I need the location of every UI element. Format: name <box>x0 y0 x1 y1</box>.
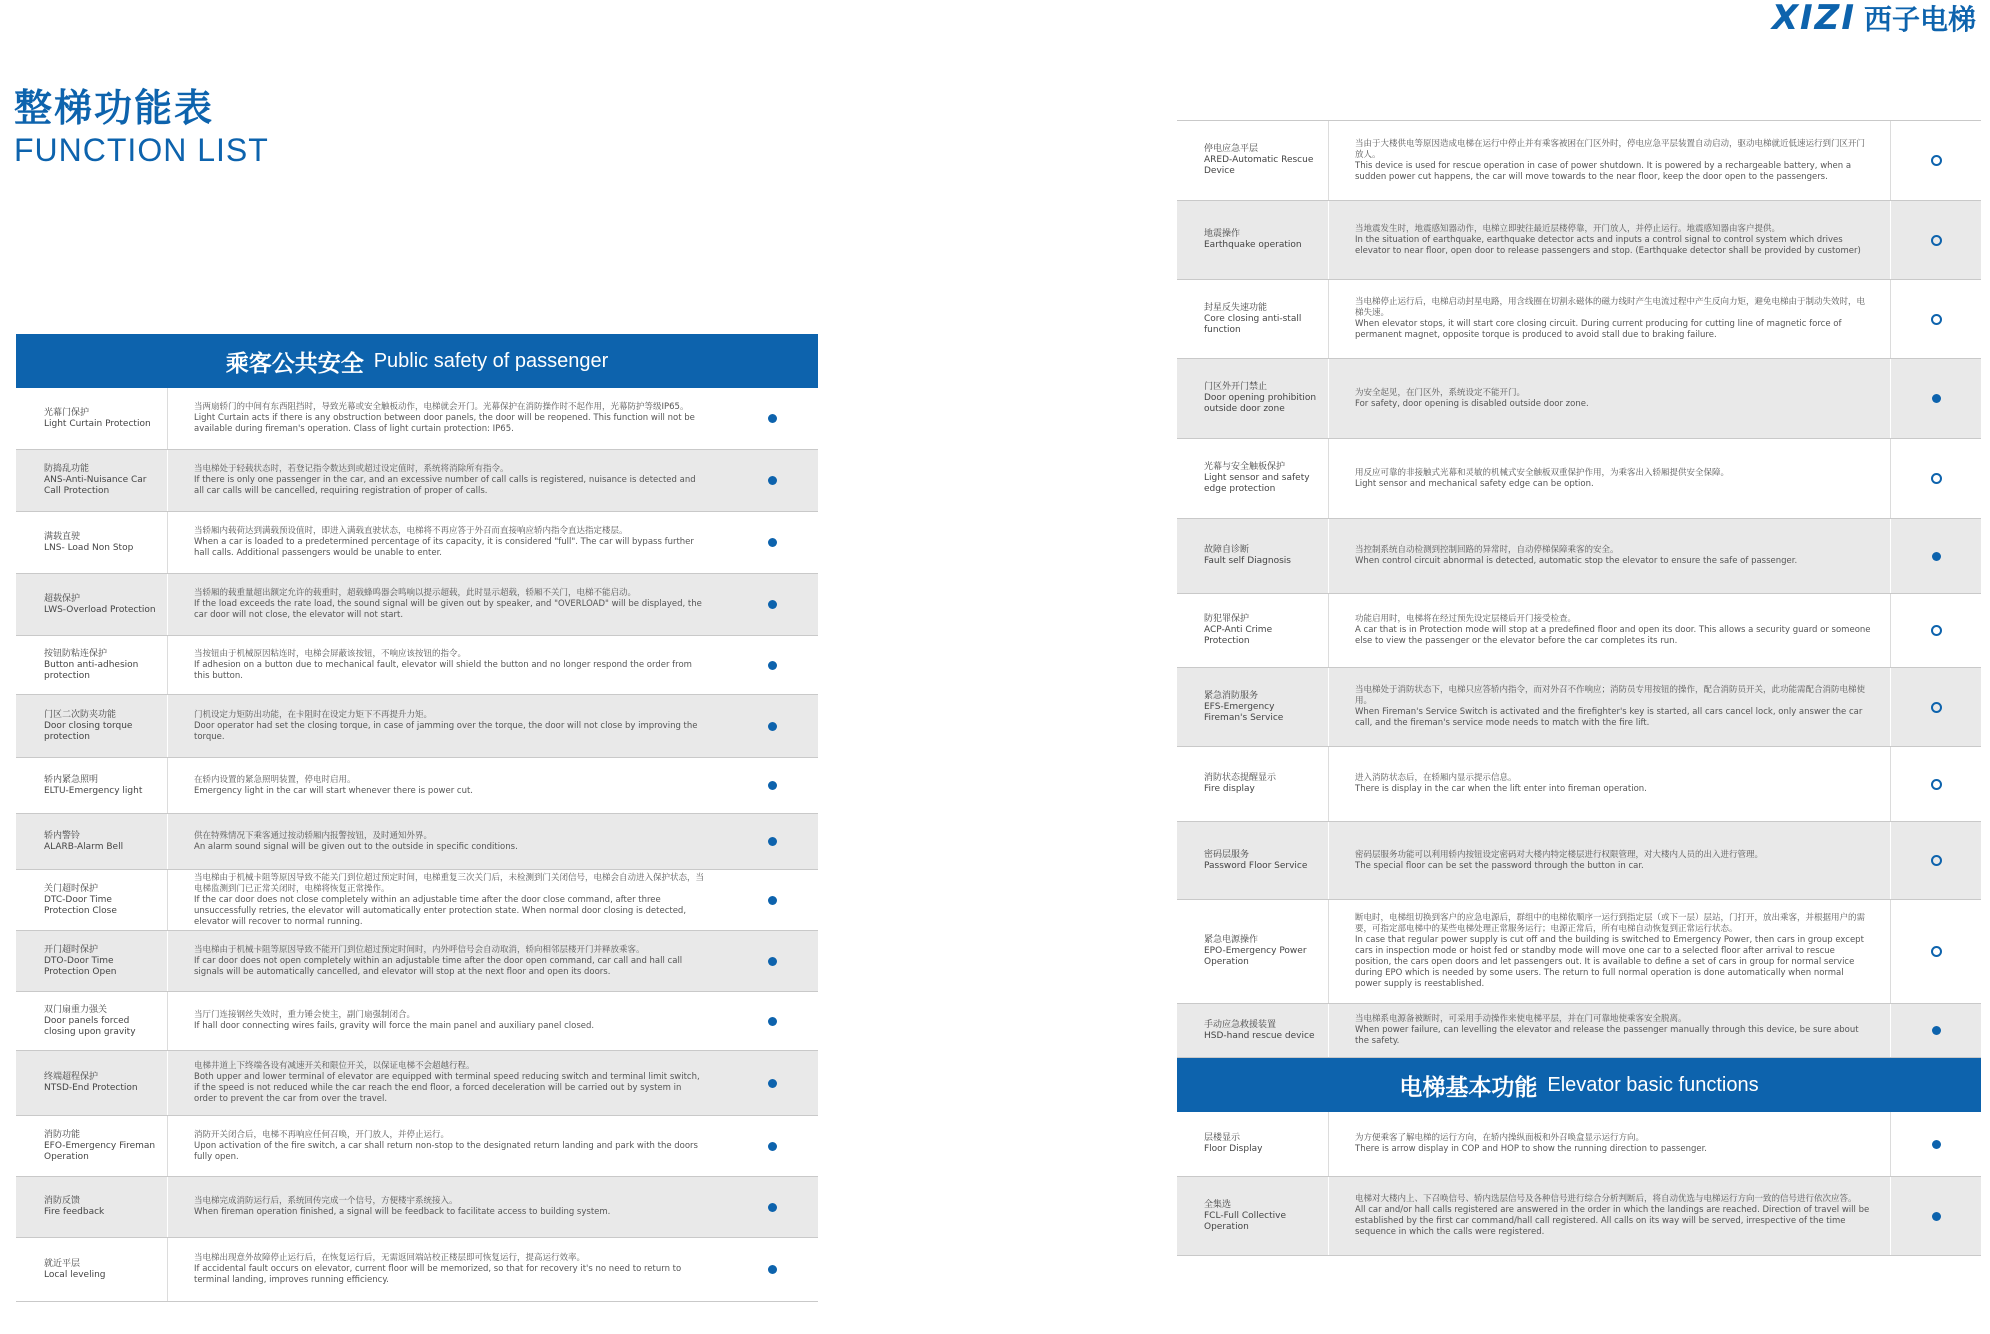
function-row <box>16 574 818 636</box>
right-column <box>1177 120 1981 1256</box>
description-cn: 当电梯处于消防状态下，电梯只应答轿内指令，而对外召不作响应；消防员专用按钮的操作，配合消防员开关，此功能需配合消防电梯使用。 <box>1355 685 1866 706</box>
function-name <box>16 1238 168 1301</box>
function-description <box>1329 121 1890 200</box>
description-en: A car that is in Protection mode will stop at a predefined floor and open its door. This allows a security guard or someone else to view the passenger or the elevator before the car completes its run. <box>1355 625 1871 646</box>
function-name-en: Light sensor and safety edge protection <box>1204 473 1310 494</box>
optional-ring-icon <box>1931 314 1942 325</box>
function-name-en: EFO-Emergency Fireman Operation <box>44 1140 156 1162</box>
description-en: When a car is loaded to a predetermined percentage of its capacity, it is considered "full". The car will bypass further hall calls. Additional passengers would be unable to enter. <box>194 537 694 558</box>
standard-dot-icon <box>768 476 777 485</box>
description-cn: 当轿厢的载重量超出额定允许的载重时，超载蜂鸣器会鸣响以提示超载，此时显示超载，轿厢不关门，电梯不能启动。 <box>194 588 637 598</box>
function-row <box>1177 822 1981 900</box>
function-row <box>16 870 818 931</box>
function-name-cn: 紧急消防服务 <box>1204 690 1259 701</box>
function-name-en: HSD-hand rescue device <box>1204 1030 1315 1041</box>
description-cn: 当电梯出现意外故障停止运行后，在恢复运行后，无需返回端站校正楼层即可恢复运行，提高运行效率。 <box>194 1253 586 1263</box>
section-title-cn: 乘客公共安全 <box>225 350 364 377</box>
function-row <box>1177 900 1981 1004</box>
function-description <box>1329 1112 1890 1176</box>
function-description <box>168 870 726 930</box>
function-name-cn: 就近平层 <box>44 1258 81 1269</box>
function-name <box>16 450 168 511</box>
function-name-cn: 终端超程保护 <box>44 1072 99 1082</box>
description-en: There is display in the car when the lift enter into fireman operation. <box>1355 784 1647 794</box>
standard-dot-icon <box>768 896 777 905</box>
standard-mark <box>1890 747 1981 821</box>
standard-dot-icon <box>768 957 777 966</box>
function-name <box>1177 1112 1329 1176</box>
function-row <box>16 695 818 758</box>
function-name-cn: 双门扇重力强关 <box>44 1004 108 1015</box>
section-header-basic-functions <box>1177 1058 1981 1112</box>
function-name-cn: 轿内警铃 <box>44 830 81 841</box>
function-description <box>1329 822 1890 899</box>
function-name <box>16 1116 168 1176</box>
function-name-cn: 密码层服务 <box>1204 849 1250 860</box>
description-en: Door operator had set the closing torque, in case of jamming over the torque, the door will not close by improving the torque. <box>194 720 698 742</box>
function-row <box>1177 121 1981 201</box>
optional-ring-icon <box>1931 625 1942 636</box>
function-name-cn: 开门超时保护 <box>44 944 99 955</box>
function-row <box>16 1238 818 1302</box>
function-description <box>168 1051 726 1115</box>
function-name-cn: 超载保护 <box>44 593 81 604</box>
description-en: Both upper and lower terminal of elevator are equipped with terminal speed reducing switch and terminal limit switch, if the speed is not reduced while the car reach the end floor, a forced deceleration will be carried out by system in order to prevent the car from over the travel. <box>194 1072 700 1104</box>
standard-dot-icon <box>1932 1140 1941 1149</box>
function-name-en: Floor Display <box>1204 1144 1263 1154</box>
description-cn: 消防开关闭合后，电梯不再响应任何召唤，开门放人，并停止运行。 <box>194 1129 450 1140</box>
standard-mark <box>726 388 818 449</box>
title-en: FUNCTION LIST <box>14 132 269 168</box>
description-en: If there is only one passenger in the car, and an excessive number of call calls is registered, nuisance is detected and all car calls will be cancelled, requiring registration of proper of calls. <box>194 475 696 496</box>
description-en: An alarm sound signal will be given out to the outside in specific conditions. <box>194 841 518 852</box>
function-name <box>16 636 168 694</box>
standard-dot-icon <box>1932 1212 1941 1221</box>
function-table-basic <box>1177 1112 1981 1256</box>
standard-dot-icon <box>768 661 777 670</box>
standard-mark <box>726 931 818 991</box>
section-title-en: Elevator basic functions <box>1547 1073 1759 1096</box>
description-en: When power failure, can levelling the elevator and release the passenger manually through this device, be sure about the safety. <box>1355 1025 1859 1046</box>
optional-ring-icon <box>1931 946 1942 957</box>
function-row <box>16 1116 818 1177</box>
description-en: Light sensor and mechanical safety edge can be option. <box>1355 478 1594 489</box>
standard-mark <box>1890 359 1981 438</box>
function-table-right <box>1177 120 1981 1058</box>
standard-mark <box>726 758 818 813</box>
function-name <box>1177 668 1329 746</box>
function-description <box>168 695 726 757</box>
function-row <box>16 450 818 512</box>
function-row <box>1177 519 1981 594</box>
standard-mark <box>726 450 818 511</box>
standard-mark <box>726 1051 818 1115</box>
description-cn: 当地震发生时，地震感知器动作，电梯立即驶往最近层楼停靠，开门放人，并停止运行。地震感知器由客户提供。 <box>1355 223 1781 234</box>
description-en: When elevator stops, it will start core closing circuit. During current producing for cutting line of magnetic force of permanent magnet, opposite torque is produced to avoid stall due to braking failure. <box>1355 319 1842 340</box>
function-name-cn: 光幕门保护 <box>44 407 90 418</box>
function-description <box>1329 594 1890 667</box>
function-name-cn: 门区外开门禁止 <box>1204 382 1268 392</box>
optional-ring-icon <box>1931 702 1942 713</box>
standard-mark <box>1890 121 1981 200</box>
description-en: Light Curtain acts if there is any obstruction between door panels, the door will be reopened. This function will not be available during fireman's operation. Class of light curtain protection: IP65. <box>194 413 695 434</box>
function-name-en: DTO-Door Time Protection Open <box>44 955 117 977</box>
standard-dot-icon <box>768 538 777 547</box>
standard-mark <box>1890 668 1981 746</box>
description-en: If the load exceeds the rate load, the sound signal will be given out by speaker, and "OVERLOAD" will be displayed, the car door will not close, the elevator will not start. <box>194 599 702 620</box>
standard-mark <box>726 814 818 869</box>
description-cn: 电梯井道上下终端各设有减速开关和限位开关，以保证电梯不会超越行程。 <box>194 1061 475 1071</box>
function-name-cn: 防捣乱功能 <box>44 464 90 474</box>
standard-dot-icon <box>768 600 777 609</box>
function-name-cn: 轿内紧急照明 <box>44 774 99 785</box>
function-row <box>16 512 818 574</box>
standard-dot-icon <box>768 722 777 731</box>
function-name-en: EFS-Emergency Fireman's Service <box>1204 701 1284 723</box>
function-name <box>1177 519 1329 593</box>
standard-mark <box>726 1238 818 1301</box>
standard-mark <box>726 574 818 635</box>
function-name-cn: 消防反馈 <box>44 1196 81 1206</box>
function-name <box>16 695 168 757</box>
function-row <box>1177 1112 1981 1177</box>
function-row <box>1177 594 1981 668</box>
function-row <box>1177 1177 1981 1256</box>
section-header-public-safety <box>16 334 818 388</box>
function-name-en: FCL-Full Collective Operation <box>1204 1210 1286 1232</box>
function-name-en: Light Curtain Protection <box>44 418 151 429</box>
standard-mark <box>726 992 818 1050</box>
function-name-cn: 按钮防粘连保护 <box>44 648 108 659</box>
page-title <box>14 86 269 170</box>
function-row <box>16 388 818 450</box>
description-cn: 密码层服务功能可以利用轿内按钮设定密码对大楼内特定楼层进行权限管理，对大楼内人员的出入进行管理。 <box>1355 849 1764 860</box>
function-name-cn: 故障自诊断 <box>1204 545 1250 555</box>
function-name <box>16 931 168 991</box>
title-cn: 整梯功能表 <box>14 86 215 130</box>
function-row <box>1177 201 1981 280</box>
function-name <box>1177 1177 1329 1255</box>
function-name-cn: 紧急电源操作 <box>1204 935 1259 945</box>
standard-mark <box>726 636 818 694</box>
standard-mark <box>1890 594 1981 667</box>
function-name-cn: 消防状态提醒显示 <box>1204 773 1277 783</box>
description-en: If car door does not open completely within an adjustable time after the door open command, car call and hall call signals will be automatically cancelled, and elevator will stop at the next floor and open its doors. <box>194 955 683 977</box>
optional-ring-icon <box>1931 779 1942 790</box>
function-row <box>1177 439 1981 519</box>
description-cn: 当电梯完成消防运行后，系统回传完成一个信号，方便楼宇系统接入。 <box>194 1196 458 1206</box>
function-description <box>1329 201 1890 279</box>
brand-mark: XIZI <box>1771 0 1856 38</box>
description-en: There is arrow display in COP and HOP to show the running direction to passenger. <box>1355 1144 1708 1154</box>
function-description <box>1329 900 1890 1003</box>
function-row <box>16 1051 818 1116</box>
standard-dot-icon <box>768 414 777 423</box>
description-en: This device is used for rescue operation in case of power shutdown. It is powered by a rechargeable battery, when a sudden power cut happens, the car will move towards to the near floor, keep the door open to the passengers. <box>1355 160 1852 182</box>
description-en: Upon activation of the fire switch, a car shall return non-stop to the designated return landing and park with the doors fully open. <box>194 1140 698 1162</box>
left-column <box>16 334 818 1302</box>
description-en: When Fireman's Service Switch is activated and the firefighter's key is started, all cars cancel lock, only answer the car call, and the fireman's service mode needs to match with the fire lift. <box>1355 707 1863 728</box>
function-name-cn: 封星反失速功能 <box>1204 302 1268 313</box>
function-name-en: Door opening prohibition outside door zone <box>1204 393 1317 414</box>
function-name-cn: 关门超时保护 <box>44 883 99 894</box>
description-cn: 功能启用时，电梯将在经过预先设定层楼后开门接受检查。 <box>1355 614 1577 624</box>
function-name-en: Button anti-adhesion protection <box>44 659 139 681</box>
function-name <box>16 1051 168 1115</box>
description-cn: 供在特殊情况下乘客通过按动轿厢内报警按钮，及时通知外界。 <box>194 830 433 841</box>
function-name-en: Password Floor Service <box>1204 860 1308 871</box>
function-name-en: ARED-Automatic Rescue Device <box>1204 155 1314 176</box>
function-row <box>16 931 818 992</box>
description-cn: 当电梯处于轻载状态时，若登记指令数达到或超过设定值时，系统将消除所有指令。 <box>194 464 509 474</box>
description-cn: 当电梯系电源备被断时，可采用手动操作来使电梯平层，并在门可靠地使乘客安全脱离。 <box>1355 1014 1687 1024</box>
function-name-en: NTSD-End Protection <box>44 1083 138 1093</box>
description-cn: 当两扇轿门的中间有东西阻挡时，导致光幕或安全触板动作，电梯就会开门。光幕保护在消防操作时不起作用，光幕防护等级IP65。 <box>194 402 689 412</box>
description-en: When control circuit abnormal is detected, automatic stop the elevator to ensure the safe of passenger. <box>1355 556 1798 566</box>
function-description <box>1329 359 1890 438</box>
function-description <box>1329 1004 1890 1057</box>
brand-logo <box>1772 0 1976 36</box>
function-name <box>1177 747 1329 821</box>
standard-mark <box>726 870 818 930</box>
function-description <box>168 636 726 694</box>
function-name-cn: 防犯罪保护 <box>1204 614 1250 624</box>
section-title-cn: 电梯基本功能 <box>1399 1074 1538 1101</box>
function-name-en: Fault self Diagnosis <box>1204 556 1291 566</box>
description-cn: 为方便乘客了解电梯的运行方向，在轿内操纵面板和外召唤盒显示运行方向。 <box>1355 1133 1645 1143</box>
standard-dot-icon <box>768 837 777 846</box>
function-description <box>168 450 726 511</box>
function-name-cn: 满载直驶 <box>44 531 81 542</box>
standard-dot-icon <box>1932 394 1941 403</box>
function-name <box>1177 439 1329 518</box>
description-cn: 当轿厢内载荷达到满载预设值时，即进入满载直驶状态，电梯将不再应答于外召而直接响应轿内指令直达指定楼层。 <box>194 526 628 536</box>
function-name-cn: 层楼显示 <box>1204 1133 1241 1143</box>
function-name-en: ALARB-Alarm Bell <box>44 841 124 852</box>
function-name-cn: 地震操作 <box>1204 229 1241 239</box>
optional-ring-icon <box>1931 235 1942 246</box>
function-name <box>1177 121 1329 200</box>
description-cn: 当电梯由于机械卡阻等原因导致不能关门到位超过预定时间，电梯重复三次关门后，未检测到门关闭信号，电梯会自动进入保护状态，当电梯监测到门已正常关闭时，电梯将恢复正常操作。 <box>194 872 705 894</box>
function-row <box>16 992 818 1051</box>
function-name-en: Door closing torque protection <box>44 720 133 742</box>
description-cn: 断电时，电梯组切换到客户的应急电源后，群组中的电梯依顺序一运行到指定层（或下一层）层站，门打开，放出乘客，并根据用户的需要，可指定部电梯中的某些电梯处理正常服务运行；电源正常后，所有电梯自动恢复到正常运行状态。 <box>1355 913 1866 934</box>
function-description <box>1329 747 1890 821</box>
function-row <box>16 636 818 695</box>
standard-mark <box>1890 1177 1981 1255</box>
standard-mark <box>1890 900 1981 1003</box>
function-name-en: ACP-Anti Crime Protection <box>1204 625 1273 646</box>
description-en: In case that regular power supply is cut off and the building is switched to Emergency Power, then cars in group except cars in inspection mode or hoist fed or standby mode will move one car to a selected floor after arrival to rescue position, the cars open doors and let passengers out. It is available to define a set of cars in group for normal service during EPO which is needed by some users. The return to full normal operation is done automatically when normal power supply is reestablished. <box>1355 935 1864 989</box>
standard-mark <box>1890 280 1981 358</box>
function-name <box>16 388 168 449</box>
standard-dot-icon <box>1932 1026 1941 1035</box>
description-en: If accidental fault occurs on elevator, current floor will be memorized, so that for recovery it's no need to return to terminal landing, improves running efficiency. <box>194 1264 682 1285</box>
function-description <box>168 574 726 635</box>
description-en: When fireman operation finished, a signal will be feedback to facilitate access to building system. <box>194 1207 611 1217</box>
standard-dot-icon <box>768 1017 777 1026</box>
description-cn: 电梯对大楼内上、下召唤信号、轿内选层信号及各种信号进行综合分析判断后，将自动优选与电梯运行方向一致的信号进行依次应答。 <box>1355 1194 1857 1204</box>
standard-mark <box>1890 439 1981 518</box>
function-name-cn: 全集选 <box>1204 1199 1232 1210</box>
function-row <box>1177 668 1981 747</box>
brand-name: 西子电梯 <box>1863 3 1976 36</box>
function-description <box>168 1238 726 1301</box>
description-cn: 为安全起见，在门区外，系统设定不能开门。 <box>1355 387 1526 398</box>
function-name <box>16 758 168 813</box>
description-cn: 当控制系统自动检测到控制回路的异常时，自动停梯保障乘客的安全。 <box>1355 545 1619 555</box>
function-row <box>1177 359 1981 439</box>
function-name <box>16 1177 168 1237</box>
standard-mark <box>726 1177 818 1237</box>
function-description <box>1329 519 1890 593</box>
function-description <box>168 931 726 991</box>
function-description <box>168 388 726 449</box>
function-name-en: ELTU-Emergency light <box>44 785 143 796</box>
function-name-cn: 停电应急平层 <box>1204 144 1259 154</box>
function-description <box>168 758 726 813</box>
function-name-cn: 光幕与安全触板保护 <box>1204 462 1286 472</box>
function-description <box>168 1177 726 1237</box>
description-cn: 当厅门连接钢丝失效时，重力锤会使主，副门扇强制闭合。 <box>194 1010 416 1020</box>
function-description <box>1329 668 1890 746</box>
standard-mark <box>1890 1004 1981 1057</box>
function-name <box>16 512 168 573</box>
function-name-en: Earthquake operation <box>1204 240 1302 250</box>
description-en: If hall door connecting wires fails, gravity will force the main panel and auxiliary panel closed. <box>194 1021 595 1031</box>
function-name <box>1177 594 1329 667</box>
function-name <box>1177 280 1329 358</box>
standard-dot-icon <box>768 1142 777 1151</box>
description-en: In the situation of earthquake, earthquake detector acts and inputs a control signal to control system which drives elevator to near floor, open door to release passengers and stop. (Earthquake detector shall be provided by customer) <box>1355 234 1861 256</box>
function-name-cn: 消防功能 <box>44 1129 81 1140</box>
function-row <box>1177 1004 1981 1058</box>
description-en: Emergency light in the car will start whenever there is power cut. <box>194 785 473 796</box>
standard-mark <box>1890 1112 1981 1176</box>
standard-mark <box>1890 201 1981 279</box>
standard-mark <box>726 1116 818 1176</box>
function-name-en: LNS- Load Non Stop <box>44 542 134 553</box>
standard-dot-icon <box>1932 552 1941 561</box>
description-en: If adhesion on a button due to mechanical fault, elevator will shield the button and no longer respond the order from this button. <box>194 659 692 681</box>
description-cn: 当电梯由于机械卡阻等原因导致不能开门到位超过预定时间时，内外呼信号会自动取消，轿向相邻层楼开门并释放乘客。 <box>194 944 645 955</box>
function-table-left <box>16 388 818 1302</box>
function-row <box>16 1177 818 1238</box>
standard-dot-icon <box>768 1265 777 1274</box>
function-name-en: ANS-Anti-Nuisance Car Call Protection <box>44 475 147 496</box>
function-name-cn: 门区二次防夹功能 <box>44 709 117 720</box>
standard-mark <box>1890 822 1981 899</box>
function-description <box>1329 1177 1890 1255</box>
description-cn: 在轿内设置的紧急照明装置，停电时启用。 <box>194 774 356 785</box>
standard-dot-icon <box>768 1203 777 1212</box>
standard-mark <box>726 512 818 573</box>
optional-ring-icon <box>1931 473 1942 484</box>
function-description <box>1329 439 1890 518</box>
function-name-en: EPO-Emergency Power Operation <box>1204 946 1307 967</box>
function-name-en: Door panels forced closing upon gravity <box>44 1015 136 1037</box>
description-en: The special floor can be set the password through the button in car. <box>1355 860 1644 871</box>
description-cn: 门机设定力矩防出功能，在卡阻时在设定力矩下不再提升力矩。 <box>194 709 433 720</box>
section-title-en: Public safety of passenger <box>373 349 609 372</box>
function-name-en: Local leveling <box>44 1269 106 1280</box>
function-row <box>16 758 818 814</box>
description-en: All car and/or hall calls registered are answered in the order in which the landings are reached. Direction of travel will be established by the first car command/hall call registered. All calls on its way will be served, irrespective of the time sequence in which the calls were registered. <box>1355 1205 1870 1237</box>
function-name <box>1177 822 1329 899</box>
function-row <box>1177 747 1981 822</box>
description-en: If the car door does not close completely within an adjustable time after the door close command, after three unsuccessfully retries, the elevator will automatically enter protection state. When normal door closing is detected, elevator will recover to normal running. <box>194 894 687 927</box>
function-name <box>16 992 168 1050</box>
function-name-cn: 手动应急救援装置 <box>1204 1019 1277 1030</box>
function-name <box>16 574 168 635</box>
optional-ring-icon <box>1931 855 1942 866</box>
standard-dot-icon <box>768 781 777 790</box>
function-description <box>168 814 726 869</box>
description-cn: 当由于大楼供电等原因造成电梯在运行中停止并有乘客被困在门区外时，停电应急平层装置自动启动，驱动电梯就近低速运行到门区开门放人。 <box>1355 138 1866 160</box>
description-cn: 当电梯停止运行后，电梯启动封星电路，用含线圈在切割永磁体的磁力线时产生电流过程中产生反向力矩，避免电梯由于制动失效时，电梯失速。 <box>1355 297 1866 318</box>
function-name <box>1177 900 1329 1003</box>
function-name <box>1177 201 1329 279</box>
function-description <box>168 512 726 573</box>
description-cn: 用反应可靠的非接触式光幕和灵敏的机械式安全触板双重保护作用，为乘客出入轿厢提供安全保障。 <box>1355 467 1730 478</box>
function-name-en: Fire display <box>1204 784 1255 794</box>
standard-mark <box>726 695 818 757</box>
function-description <box>168 992 726 1050</box>
optional-ring-icon <box>1931 155 1942 166</box>
function-row <box>16 814 818 870</box>
function-description <box>1329 280 1890 358</box>
standard-mark <box>1890 519 1981 593</box>
function-description <box>168 1116 726 1176</box>
description-cn: 进入消防状态后，在轿厢内显示提示信息。 <box>1355 773 1517 783</box>
function-name-en: LWS-Overload Protection <box>44 604 156 615</box>
function-name <box>16 870 168 930</box>
function-row <box>1177 280 1981 359</box>
standard-dot-icon <box>768 1079 777 1088</box>
function-name-en: DTC-Door Time Protection Close <box>44 894 117 916</box>
function-name <box>16 814 168 869</box>
description-en: For safety, door opening is disabled outside door zone. <box>1355 398 1589 409</box>
description-cn: 当按钮由于机械原因粘连时，电梯会屏蔽该按钮，不响应该按钮的指令。 <box>194 648 467 659</box>
function-name-en: Fire feedback <box>44 1207 105 1217</box>
function-name <box>1177 1004 1329 1057</box>
function-name <box>1177 359 1329 438</box>
function-name-en: Core closing anti-stall function <box>1204 313 1302 335</box>
